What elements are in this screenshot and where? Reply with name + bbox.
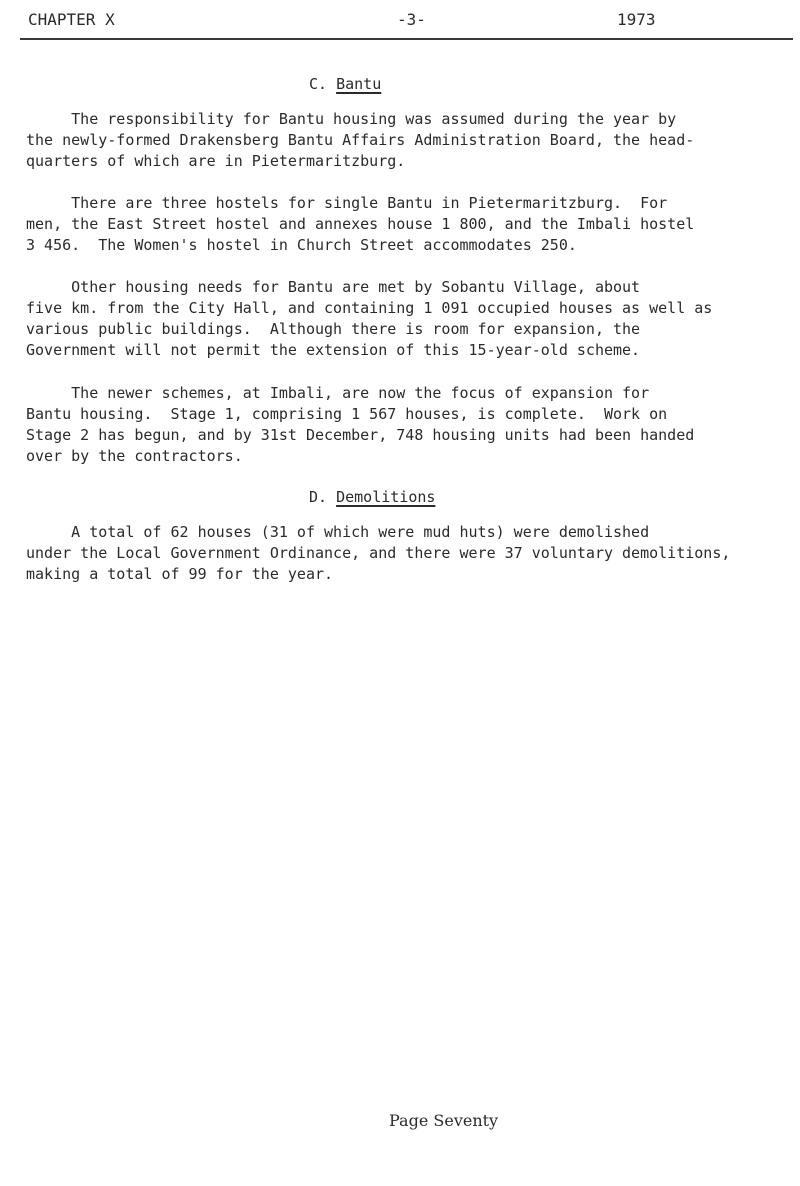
text-line: There are three hostels for single Bantu in Pietermaritzburg. For bbox=[26, 194, 668, 212]
text-line: The newer schemes, at Imbali, are now the focus of expansion for bbox=[26, 384, 650, 402]
section-c-heading bbox=[309, 75, 381, 93]
section-d-letter: D. bbox=[309, 488, 328, 506]
text-line: The responsibility for Bantu housing was assumed during the year by bbox=[26, 110, 677, 128]
year-label: 1973 bbox=[617, 10, 656, 29]
paragraph-d-1 bbox=[26, 522, 796, 585]
page-footer: Page Seventy bbox=[389, 1111, 499, 1130]
text-line: men, the East Street hostel and annexes house 1 800, and the Imbali hostel bbox=[26, 215, 695, 233]
text-line: over by the contractors. bbox=[26, 447, 243, 465]
paragraph-c-1 bbox=[26, 109, 796, 172]
text-line: Government will not permit the extension of this 15-year-old scheme. bbox=[26, 341, 641, 359]
paragraph-c-2 bbox=[26, 193, 796, 256]
text-line: under the Local Government Ordinance, and there were 37 voluntary demolitions, bbox=[26, 544, 731, 562]
section-d-heading bbox=[309, 488, 435, 506]
section-c-title: Bantu bbox=[336, 75, 382, 93]
text-line: various public buildings. Although there is room for expansion, the bbox=[26, 320, 641, 338]
paragraph-c-3 bbox=[26, 277, 796, 361]
text-line: Other housing needs for Bantu are met by Sobantu Village, about bbox=[26, 278, 641, 296]
text-line: five km. from the City Hall, and containing 1 091 occupied houses as well as bbox=[26, 299, 713, 317]
text-line: Stage 2 has begun, and by 31st December, 748 housing units had been handed bbox=[26, 426, 695, 444]
paragraph-c-4 bbox=[26, 383, 796, 467]
text-line: Bantu housing. Stage 1, comprising 1 567 houses, is complete. Work on bbox=[26, 405, 668, 423]
text-line: quarters of which are in Pietermaritzburg. bbox=[26, 152, 406, 170]
text-line: the newly-formed Drakensberg Bantu Affairs Administration Board, the head- bbox=[26, 131, 695, 149]
text-line: making a total of 99 for the year. bbox=[26, 565, 334, 583]
page-reference: -3- bbox=[397, 10, 426, 29]
text-line: A total of 62 houses (31 of which were mud huts) were demolished bbox=[26, 523, 650, 541]
section-d-title: Demolitions bbox=[336, 488, 436, 506]
header-rule bbox=[20, 38, 793, 40]
section-c-letter: C. bbox=[309, 75, 328, 93]
text-line: 3 456. The Women's hostel in Church Street accommodates 250. bbox=[26, 236, 577, 254]
page-header bbox=[28, 10, 790, 34]
chapter-label: CHAPTER X bbox=[28, 10, 115, 29]
